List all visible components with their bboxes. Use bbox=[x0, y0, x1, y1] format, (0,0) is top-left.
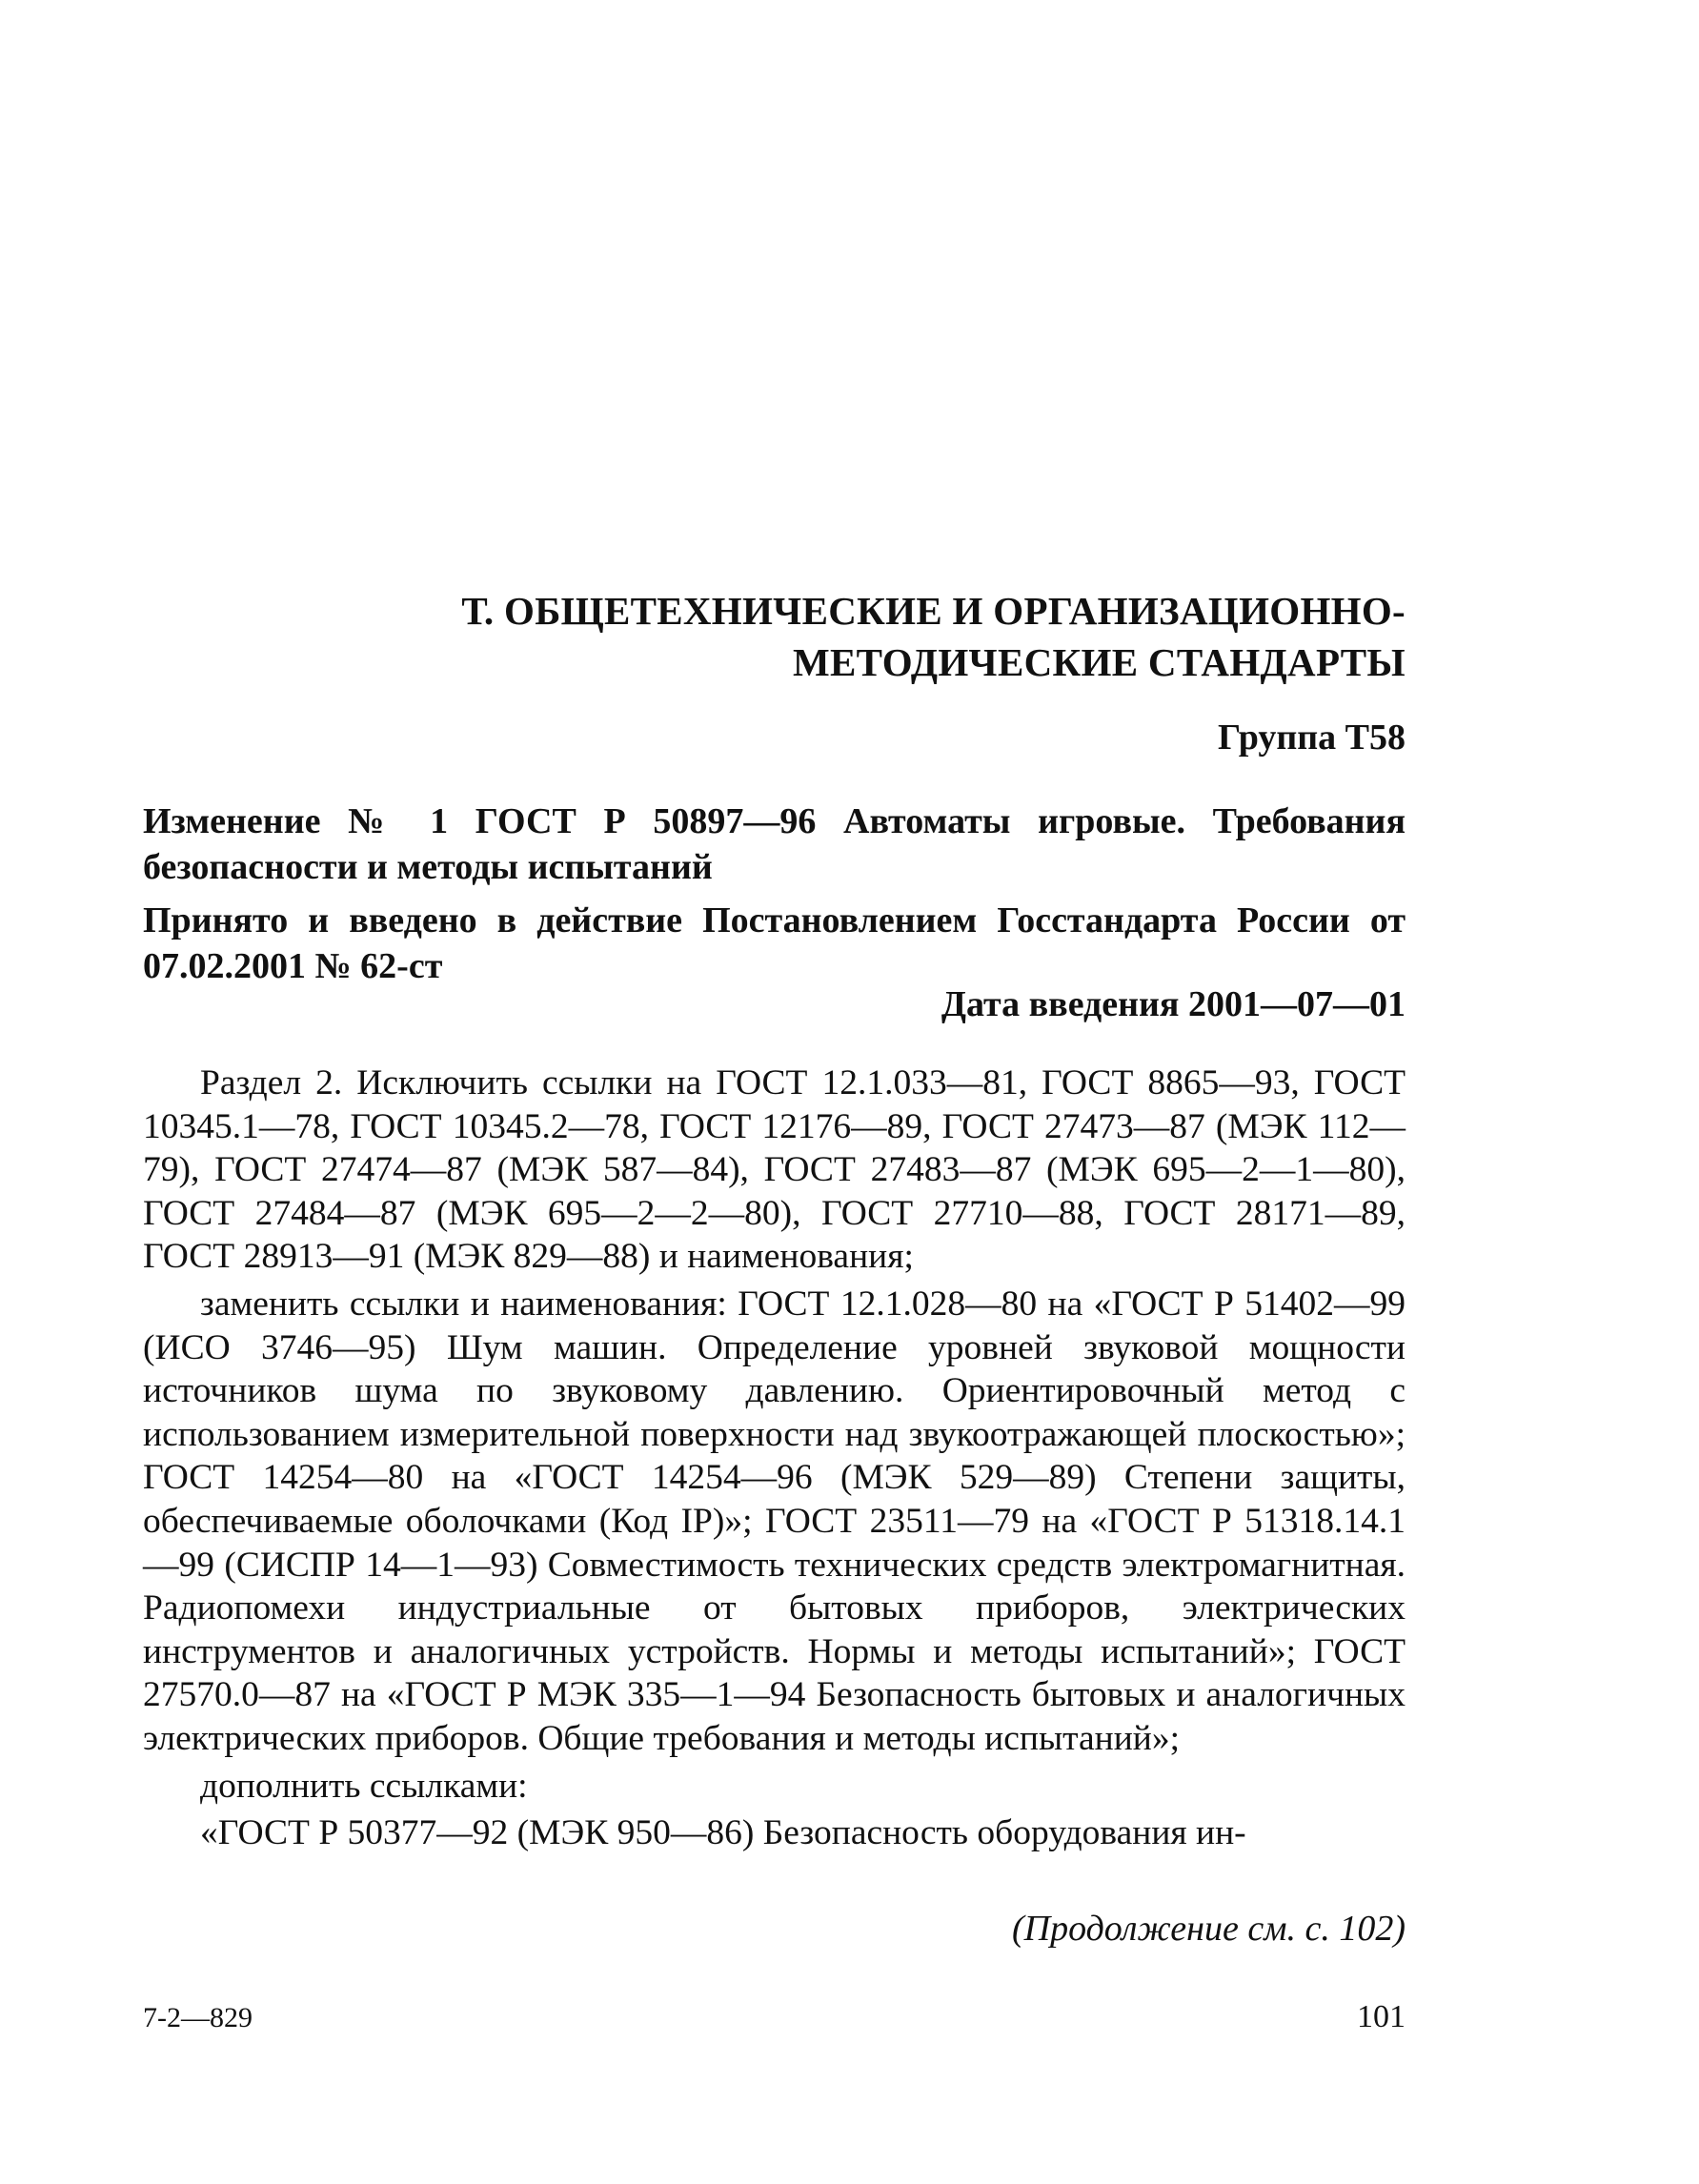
section-heading-line-2: МЕТОДИЧЕСКИЕ СТАНДАРТЫ bbox=[792, 640, 1406, 684]
section-heading-line-1: Т. ОБЩЕТЕХНИЧЕСКИЕ И ОРГАНИЗАЦИОННО- bbox=[461, 589, 1406, 633]
paragraph: Раздел 2. Исключить ссылки на ГОСТ 12.1.033—81, ГОСТ 8865—93, ГОСТ 10345.1—78, ГОСТ 10345.2—78, ГОСТ 12176—89, ГОСТ 27473—87 (МЭК 112—79), ГОСТ 27474—87 (МЭК 587—84), ГОСТ 27483—87 (МЭК 695—2—1—80), ГОСТ 27484—87 (МЭК 695—2—2—80), ГОСТ 27710—88, ГОСТ 28171—89, ГОСТ 28913—91 (МЭК 829—88) и наименования; bbox=[143, 1063, 1406, 1277]
paragraph: заменить ссылки и наименования: ГОСТ 12.1.028—80 на «ГОСТ Р 51402—99 (ИСО 3746—95) Шум машин. Определение уровней звуковой мощности источников шума по звуковому давлению. Ориентировочный метод с использованием измерительной поверхности над звукоотражающей плоскостью»; ГОСТ 14254—80 на «ГОСТ 14254—96 (МЭК 529—89) Степени защиты, обеспечиваемые оболочками (Код IP)»; ГОСТ 23511—79 на «ГОСТ Р 51318.14.1—99 (СИСПР 14—1—93) Совместимость технических средств электромагнитная. Радиопомехи индустриальные от бытовых приборов, электрических инструментов и аналогичных устройств. Нормы и методы испытаний»; ГОСТ 27570.0—87 на «ГОСТ Р МЭК 335—1—94 Безопасность бытовых и аналогичных электрических приборов. Общие требования и методы испытаний»; bbox=[143, 1284, 1406, 1758]
adoption-note: Принято и введено в действие Постановлением Госстандарта России от 07.02.2001 № 62-ст bbox=[143, 900, 1406, 986]
paragraph: дополнить ссылками: bbox=[200, 1766, 528, 1806]
section-heading bbox=[143, 585, 1406, 688]
change-title: Изменение № 1 ГОСТ Р 50897—96 Автоматы игровые. Требования безопасности и методы испытаний bbox=[143, 801, 1406, 887]
group-label: Группа Т58 bbox=[1217, 718, 1406, 758]
introduction-date: Дата введения 2001—07—01 bbox=[941, 984, 1406, 1024]
paragraph: «ГОСТ Р 50377—92 (МЭК 950—86) Безопасность оборудования ин- bbox=[200, 1813, 1246, 1853]
body-text bbox=[143, 1062, 1406, 1859]
page-number: 101 bbox=[1357, 1999, 1406, 2034]
continuation-note: (Продолжение см. с. 102) bbox=[1011, 1909, 1406, 1949]
footer-code: 7-2—829 bbox=[143, 2002, 253, 2033]
